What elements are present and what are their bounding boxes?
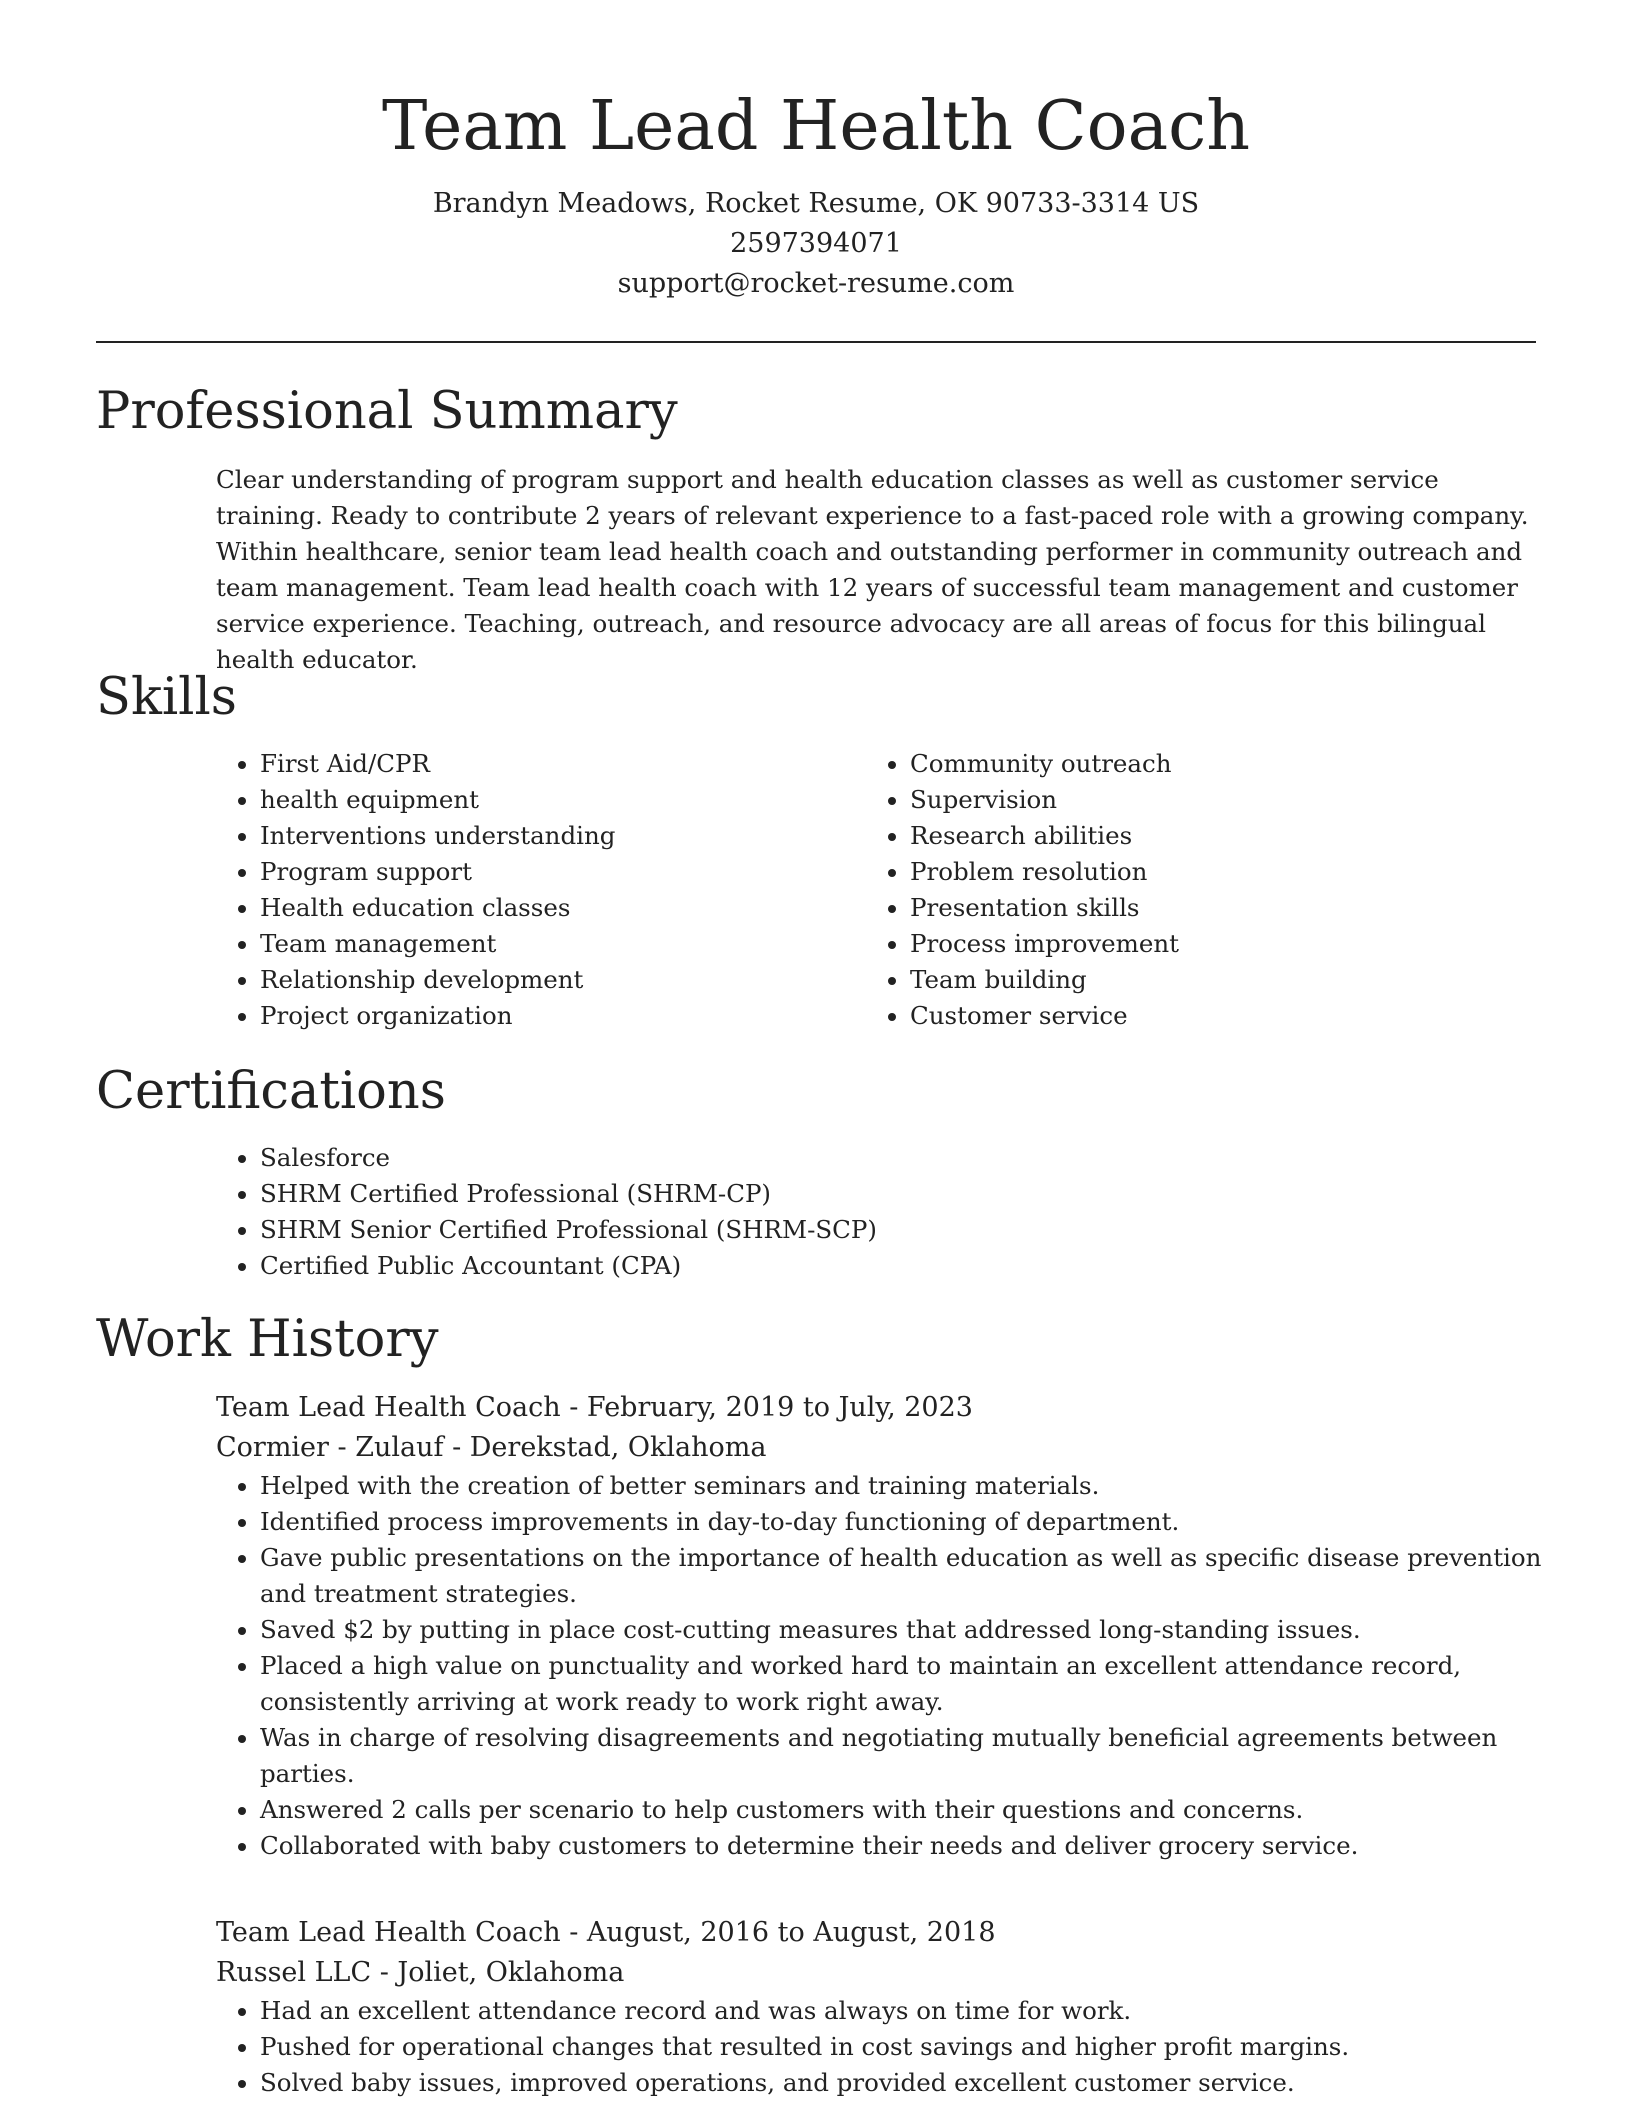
job-entry	[216, 1388, 1546, 1864]
job-bullet: • Identified process improvements in day-to-day functioning of department.	[260, 1504, 1546, 1540]
skills-column-left	[216, 746, 816, 1034]
certification-item: • Certified Public Accountant (CPA)	[260, 1248, 1116, 1284]
certification-item: • SHRM Certified Professional (SHRM-CP)	[260, 1176, 1116, 1212]
job-bullet: • Was in charge of resolving disagreements and negotiating mutually beneficial agreements between parties.	[260, 1720, 1546, 1792]
job-entry	[216, 1913, 1546, 2101]
job-title-line: Team Lead Health Coach - February, 2019 to July, 2023	[216, 1392, 973, 1423]
skill-item: • Presentation skills	[910, 890, 1506, 926]
certification-item: • Salesforce	[260, 1140, 1116, 1176]
job-bullet: • Gave public presentations on the importance of health education as well as specific disease prevention and treatment strategies.	[260, 1540, 1546, 1612]
work-history-heading: Work History	[96, 1310, 439, 1369]
job-bullet: • Solved baby issues, improved operations, and provided excellent customer service.	[260, 2065, 1546, 2101]
skill-item: • First Aid/CPR	[260, 746, 816, 782]
skill-item: • Team building	[910, 962, 1506, 998]
skill-item: • health equipment	[260, 782, 816, 818]
skill-item: • Community outreach	[910, 746, 1506, 782]
skill-item: • Team management	[260, 926, 816, 962]
summary-heading: Professional Summary	[96, 382, 678, 441]
job-bullet: • Helped with the creation of better seminars and training materials.	[260, 1468, 1546, 1504]
contact-email: support@rocket-resume.com	[617, 268, 1015, 299]
resume-title: Team Lead Health Coach	[382, 87, 1250, 166]
header-divider	[96, 341, 1536, 343]
summary-text: Clear understanding of program support and health education classes as well as customer service training. Ready to contribute 2 years of relevant experience to a fast-paced role with a growing company. Within healthcare, senior team lead health coach and outstanding performer in community outreach and team management. Team lead health coach with 12 years of successful team management and customer service experience. Teaching, outreach, and resource advocacy are all areas of focus for this bilingual health educator.	[216, 465, 1529, 674]
skill-item: • Interventions understanding	[260, 818, 816, 854]
contact-address: Brandyn Meadows, Rocket Resume, OK 90733-3314 US	[432, 188, 1200, 219]
contact-phone: 2597394071	[730, 228, 902, 259]
job-title-line: Team Lead Health Coach - August, 2016 to August, 2018	[216, 1917, 996, 1948]
resume-header	[96, 80, 1536, 304]
job-bullet: • Pushed for operational changes that resulted in cost savings and higher profit margins.	[260, 2029, 1546, 2065]
skill-item: • Process improvement	[910, 926, 1506, 962]
skill-item: • Problem resolution	[910, 854, 1506, 890]
job-bullets	[216, 1468, 1546, 1864]
skill-item: • Customer service	[910, 998, 1506, 1034]
certification-item: • SHRM Senior Certified Professional (SHRM-SCP)	[260, 1212, 1116, 1248]
skill-item: • Research abilities	[910, 818, 1506, 854]
job-company-line: Cormier - Zulauf - Derekstad, Oklahoma	[216, 1432, 767, 1463]
job-bullet: • Had an excellent attendance record and was always on time for work.	[260, 1993, 1546, 2029]
skill-item: • Supervision	[910, 782, 1506, 818]
job-bullet: • Answered 2 calls per scenario to help customers with their questions and concerns.	[260, 1792, 1546, 1828]
skill-item: • Relationship development	[260, 962, 816, 998]
skill-item: • Health education classes	[260, 890, 816, 926]
job-bullet: • Collaborated with baby customers to determine their needs and deliver grocery service.	[260, 1828, 1546, 1864]
skills-heading: Skills	[96, 668, 237, 727]
job-bullets	[216, 1993, 1546, 2101]
job-bullet: • Placed a high value on punctuality and worked hard to maintain an excellent attendance record, consistently arriving at work ready to work right away.	[260, 1648, 1546, 1720]
certifications-list	[216, 1140, 1116, 1284]
job-company-line: Russel LLC - Joliet, Oklahoma	[216, 1957, 625, 1988]
skill-item: • Project organization	[260, 998, 816, 1034]
certifications-heading: Certifications	[96, 1062, 446, 1121]
job-bullet: • Saved $2 by putting in place cost-cutting measures that addressed long-standing issues.	[260, 1612, 1546, 1648]
skills-column-right	[866, 746, 1506, 1034]
skill-item: • Program support	[260, 854, 816, 890]
